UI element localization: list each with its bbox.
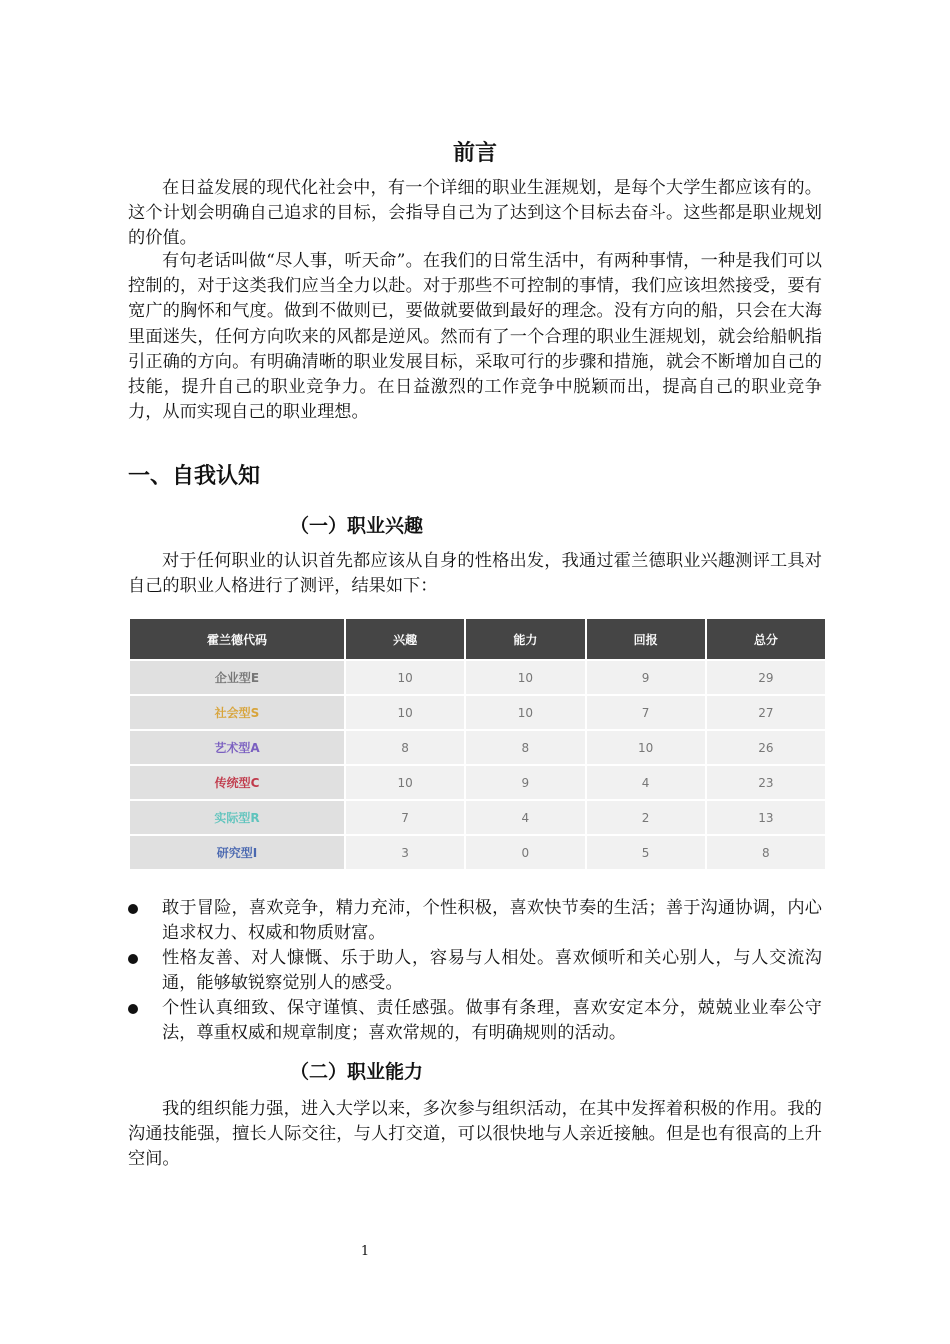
score-cell: 10 (346, 661, 464, 694)
table-header-row (130, 619, 825, 659)
list-item (128, 996, 822, 1046)
holland-code-cell: 社会型S (130, 696, 344, 729)
score-cell: 8 (346, 731, 464, 764)
score-cell: 4 (587, 766, 705, 799)
header-cell: 总分 (707, 619, 825, 659)
score-cell: 10 (346, 696, 464, 729)
holland-code-cell: 研究型I (130, 836, 344, 869)
preface-paragraph-1: 在日益发展的现代化社会中，有一个详细的职业生涯规划，是每个大学生都应该有的。这个计划会明确自己追求的目标，会指导自己为了达到这个目标去奋斗。这些都是职业规划的价值。 (128, 178, 822, 249)
holland-code-cell: 实际型R (130, 801, 344, 834)
interest-intro: 对于任何职业的认识首先都应该从自身的性格出发，我通过霍兰德职业兴趣测评工具对自己的职业人格进行了测评，结果如下： (128, 551, 822, 597)
score-cell: 29 (707, 661, 825, 694)
list-item (128, 896, 822, 946)
subsection-heading-interest: （一）职业兴趣 (290, 515, 424, 537)
score-cell: 26 (707, 731, 825, 764)
subsection-heading-ability: （二）职业能力 (290, 1061, 424, 1083)
score-cell: 23 (707, 766, 825, 799)
score-cell: 0 (466, 836, 584, 869)
score-cell: 10 (346, 766, 464, 799)
score-cell: 2 (587, 801, 705, 834)
preface-title: 前言 (452, 141, 497, 166)
holland-code-cell: 传统型C (130, 766, 344, 799)
score-cell: 27 (707, 696, 825, 729)
list-item (128, 946, 822, 996)
preface-paragraph-2: 有句老话叫做“尽人事，听天命”。在我们的日常生活中，有两种事情，一种是我们可以控制的，对于这类我们应当全力以赴。对于那些不可控制的事情，我们应该坦然接受，要有宽广的胸怀和气度。做到不做则已，要做就要做到最好的理念。没有方向的船，只会在大海里面迷失，任何方向吹来的风都是逆风。然而有了一个合理的职业生涯规划，就会给船帆指引正确的方向。有明确清晰的职业发展目标，采取可行的步骤和措施，就会不断增加自己的技能，提升自己的职业竞争力。在日益激烈的工作竞争中脱颖而出，提高自己的职业竞争力，从而实现自己的职业理想。 (128, 251, 822, 423)
header-cell: 能力 (466, 619, 584, 659)
score-cell: 7 (346, 801, 464, 834)
score-cell: 13 (707, 801, 825, 834)
score-cell: 5 (587, 836, 705, 869)
score-cell: 7 (587, 696, 705, 729)
section-heading-self-awareness: 一、自我认知 (128, 464, 261, 489)
holland-code-cell: 艺术型A (130, 731, 344, 764)
bullet-icon (128, 904, 138, 914)
header-cell: 回报 (587, 619, 705, 659)
score-cell: 3 (346, 836, 464, 869)
score-cell: 10 (587, 731, 705, 764)
table-row (130, 766, 825, 799)
score-cell: 8 (466, 731, 584, 764)
holland-code-cell: 企业型E (130, 661, 344, 694)
score-cell: 10 (466, 661, 584, 694)
table-row (130, 696, 825, 729)
bullet-icon (128, 954, 138, 964)
bullet-icon (128, 1004, 138, 1014)
page-number: 1 (360, 1244, 370, 1259)
holland-score-table (128, 617, 827, 871)
table-row (130, 836, 825, 869)
score-cell: 8 (707, 836, 825, 869)
list-item-text: 个性认真细致、保守谨慎、责任感强。做事有条理，喜欢安定本分，兢兢业业奉公守法，尊重权威和规章制度；喜欢常规的，有明确规则的活动。 (162, 998, 822, 1043)
table-row (130, 801, 825, 834)
score-cell: 4 (466, 801, 584, 834)
table-row (130, 731, 825, 764)
score-cell: 10 (466, 696, 584, 729)
list-item-text: 性格友善、对人慷慨、乐于助人，容易与人相处。喜欢倾听和关心别人，与人交流沟通，能够敏锐察觉别人的感受。 (162, 948, 822, 993)
header-cell: 霍兰德代码 (130, 619, 344, 659)
ability-paragraph: 我的组织能力强，进入大学以来，多次参与组织活动，在其中发挥着积极的作用。我的沟通技能强，擅长人际交往，与人打交道，可以很快地与人亲近接触。但是也有很高的上升空间。 (128, 1099, 822, 1170)
table-row (130, 661, 825, 694)
interest-bullet-list (128, 896, 822, 1046)
header-cell: 兴趣 (346, 619, 464, 659)
score-cell: 9 (466, 766, 584, 799)
score-cell: 9 (587, 661, 705, 694)
list-item-text: 敢于冒险，喜欢竞争，精力充沛，个性积极，喜欢快节奏的生活；善于沟通协调，内心追求权力、权威和物质财富。 (162, 898, 822, 943)
